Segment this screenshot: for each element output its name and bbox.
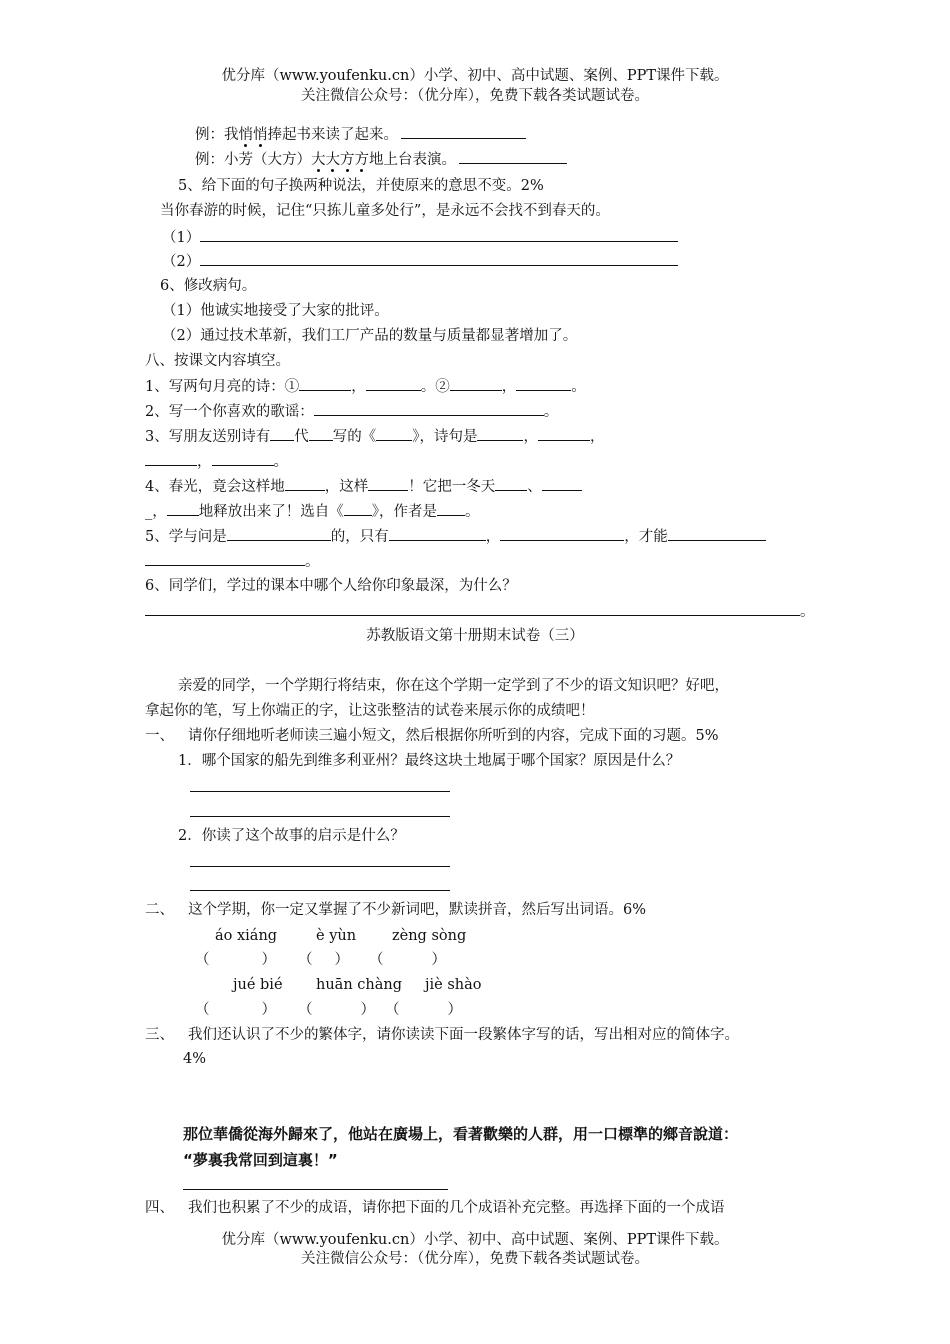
s8-q2: 2、写一个你喜欢的歌谣： 。 [145,401,558,422]
s8-q3: 3、写朋友送别诗有 代 写的《 》，诗句是 ， ， [145,426,604,447]
blank[interactable] [368,476,408,491]
blank[interactable] [542,476,582,491]
q6-item-2: （2）通过技术革新，我们工厂产品的数量与质量都显著增加了。 [162,328,578,344]
pinyin-3: zèng sòng [392,928,467,944]
s8-q4: 4、春光，竟会这样地 ，这样 ！它把一冬天 、 [145,476,582,497]
blank[interactable] [538,426,590,441]
s8-q1: 1、写两句月亮的诗：① ， 。② ， 。 [145,376,586,397]
header-line-1: 优分库（www.youfenku.cn）小学、初中、高中试题、案例、PPT课件下载。 [221,68,729,84]
blank[interactable] [376,426,412,441]
exam-title: 苏教版语文第十册期末试卷（三） [366,628,584,644]
blank[interactable] [314,401,544,416]
blank[interactable] [285,476,325,491]
blank[interactable] [299,376,351,391]
q5-title: 5、给下面的句子换两种说法，并使原来的意思不变。2% [178,178,544,194]
blank[interactable] [516,376,571,391]
footer-line-1: 优分库（www.youfenku.cn）小学、初中、高中试题、案例、PPT课件下载。 [221,1232,729,1248]
blank[interactable] [145,551,305,566]
footer-line-2: 关注微信公众号：（优分库），免费下载各类试题试卷。 [301,1251,649,1267]
example-2: 例：小芳（大方）大大方方地上台表演。 [195,149,567,170]
blank[interactable] [477,426,523,441]
pinyin-4: jué bié [233,977,283,993]
q5-option-1: （1） [162,227,678,248]
q5-option-2: （2） [162,251,678,272]
intro-line-2: 拿起你的笔，写上你端正的字，让这张整洁的试卷来展示你的成绩吧！ [145,703,595,719]
header-line-2: 关注微信公众号：（优分库），免费下载各类试题试卷。 [301,88,649,104]
blank[interactable] [167,501,199,516]
blank[interactable] [500,526,624,541]
answer-paren-row-1[interactable]: （ ） （ ） （ ） [195,952,446,968]
q5-sentence: 当你春游的时候，记住“只拣儿童多处行”，是永远不会找不到春天的。 [160,203,610,219]
section-8-title: 八、按课文内容填空。 [145,353,290,369]
q6-item-1: （1）他诚实地接受了大家的批评。 [162,303,389,319]
answer-line[interactable] [145,601,800,616]
blank[interactable] [495,476,527,491]
answer-line[interactable] [190,816,450,817]
blank[interactable] [450,376,502,391]
section-3: 三、 我们还认识了不少的繁体字，请你读读下面一段繁体字写的话，写出相对应的简体字。 [145,1027,739,1043]
answer-line[interactable] [190,866,450,867]
section-3-pct: 4% [183,1051,207,1067]
answer-line[interactable] [200,227,678,242]
pinyin-6: jiè shào [425,977,482,993]
blank[interactable] [309,426,333,441]
s1-q2: 2．你读了这个故事的启示是什么？ [178,828,405,844]
blank[interactable] [366,376,421,391]
blank[interactable] [270,426,294,441]
blank[interactable] [344,501,372,516]
traditional-text-1: 那位華僑從海外歸來了，他站在廣場上，看著歡樂的人群，用一口標準的鄉音說道： [183,1125,739,1143]
q6-title: 6、修改病句。 [160,278,257,294]
answer-line[interactable] [190,791,450,792]
answer-line[interactable] [190,890,450,891]
blank[interactable] [668,526,766,541]
s8-q6-answer: 。 [145,601,815,622]
blank[interactable] [459,149,567,164]
example-1: 例：我悄悄捧起书来读了起来。 [195,124,526,145]
blank[interactable] [437,501,465,516]
section-2: 二、 这个学期，你一定又掌握了不少新词吧，默读拼音，然后写出词语。6% [145,902,647,918]
intro-line-1: 亲爱的同学，一个学期行将结束，你在这个学期一定学到了不少的语文知识吧？好吧， [178,678,729,694]
s1-q1: 1．哪个国家的船先到维多利亚州？最终这块土地属于哪个国家？原因是什么？ [178,753,681,769]
section-4: 四、 我们也积累了不少的成语，请你把下面的几个成语补充完整。再选择下面的一个成语 [145,1200,725,1216]
s8-q3-cont: ， 。 [145,451,288,472]
blank[interactable] [212,451,274,466]
answer-line[interactable] [183,1189,448,1190]
pinyin-5: huān chàng [316,977,402,993]
blank[interactable] [401,124,526,139]
answer-paren-row-2[interactable]: （ ） （ ） （ ） [195,1002,462,1018]
section-1: 一、 请你仔细地听老师读三遍小短文，然后根据你所听到的内容，完成下面的习题。5% [145,728,719,744]
blank[interactable] [227,526,331,541]
s8-q5-cont: 。 [145,551,320,572]
blank[interactable] [145,451,197,466]
pinyin-2: è yùn [316,928,357,944]
traditional-text-2: “夢裏我常回到這裏！” [183,1151,338,1169]
s8-q6: 6、同学们，学过的课本中哪个人给你印象最深，为什么？ [145,578,517,594]
pinyin-1: áo xiáng [215,928,278,944]
blank[interactable] [389,526,486,541]
s8-q4-cont: _， 地释放出来了！选自《 》，作者是 。 [145,501,480,522]
answer-line[interactable] [200,251,678,266]
s8-q5: 5、学与问是 的，只有 ， ，才能 [145,526,766,547]
